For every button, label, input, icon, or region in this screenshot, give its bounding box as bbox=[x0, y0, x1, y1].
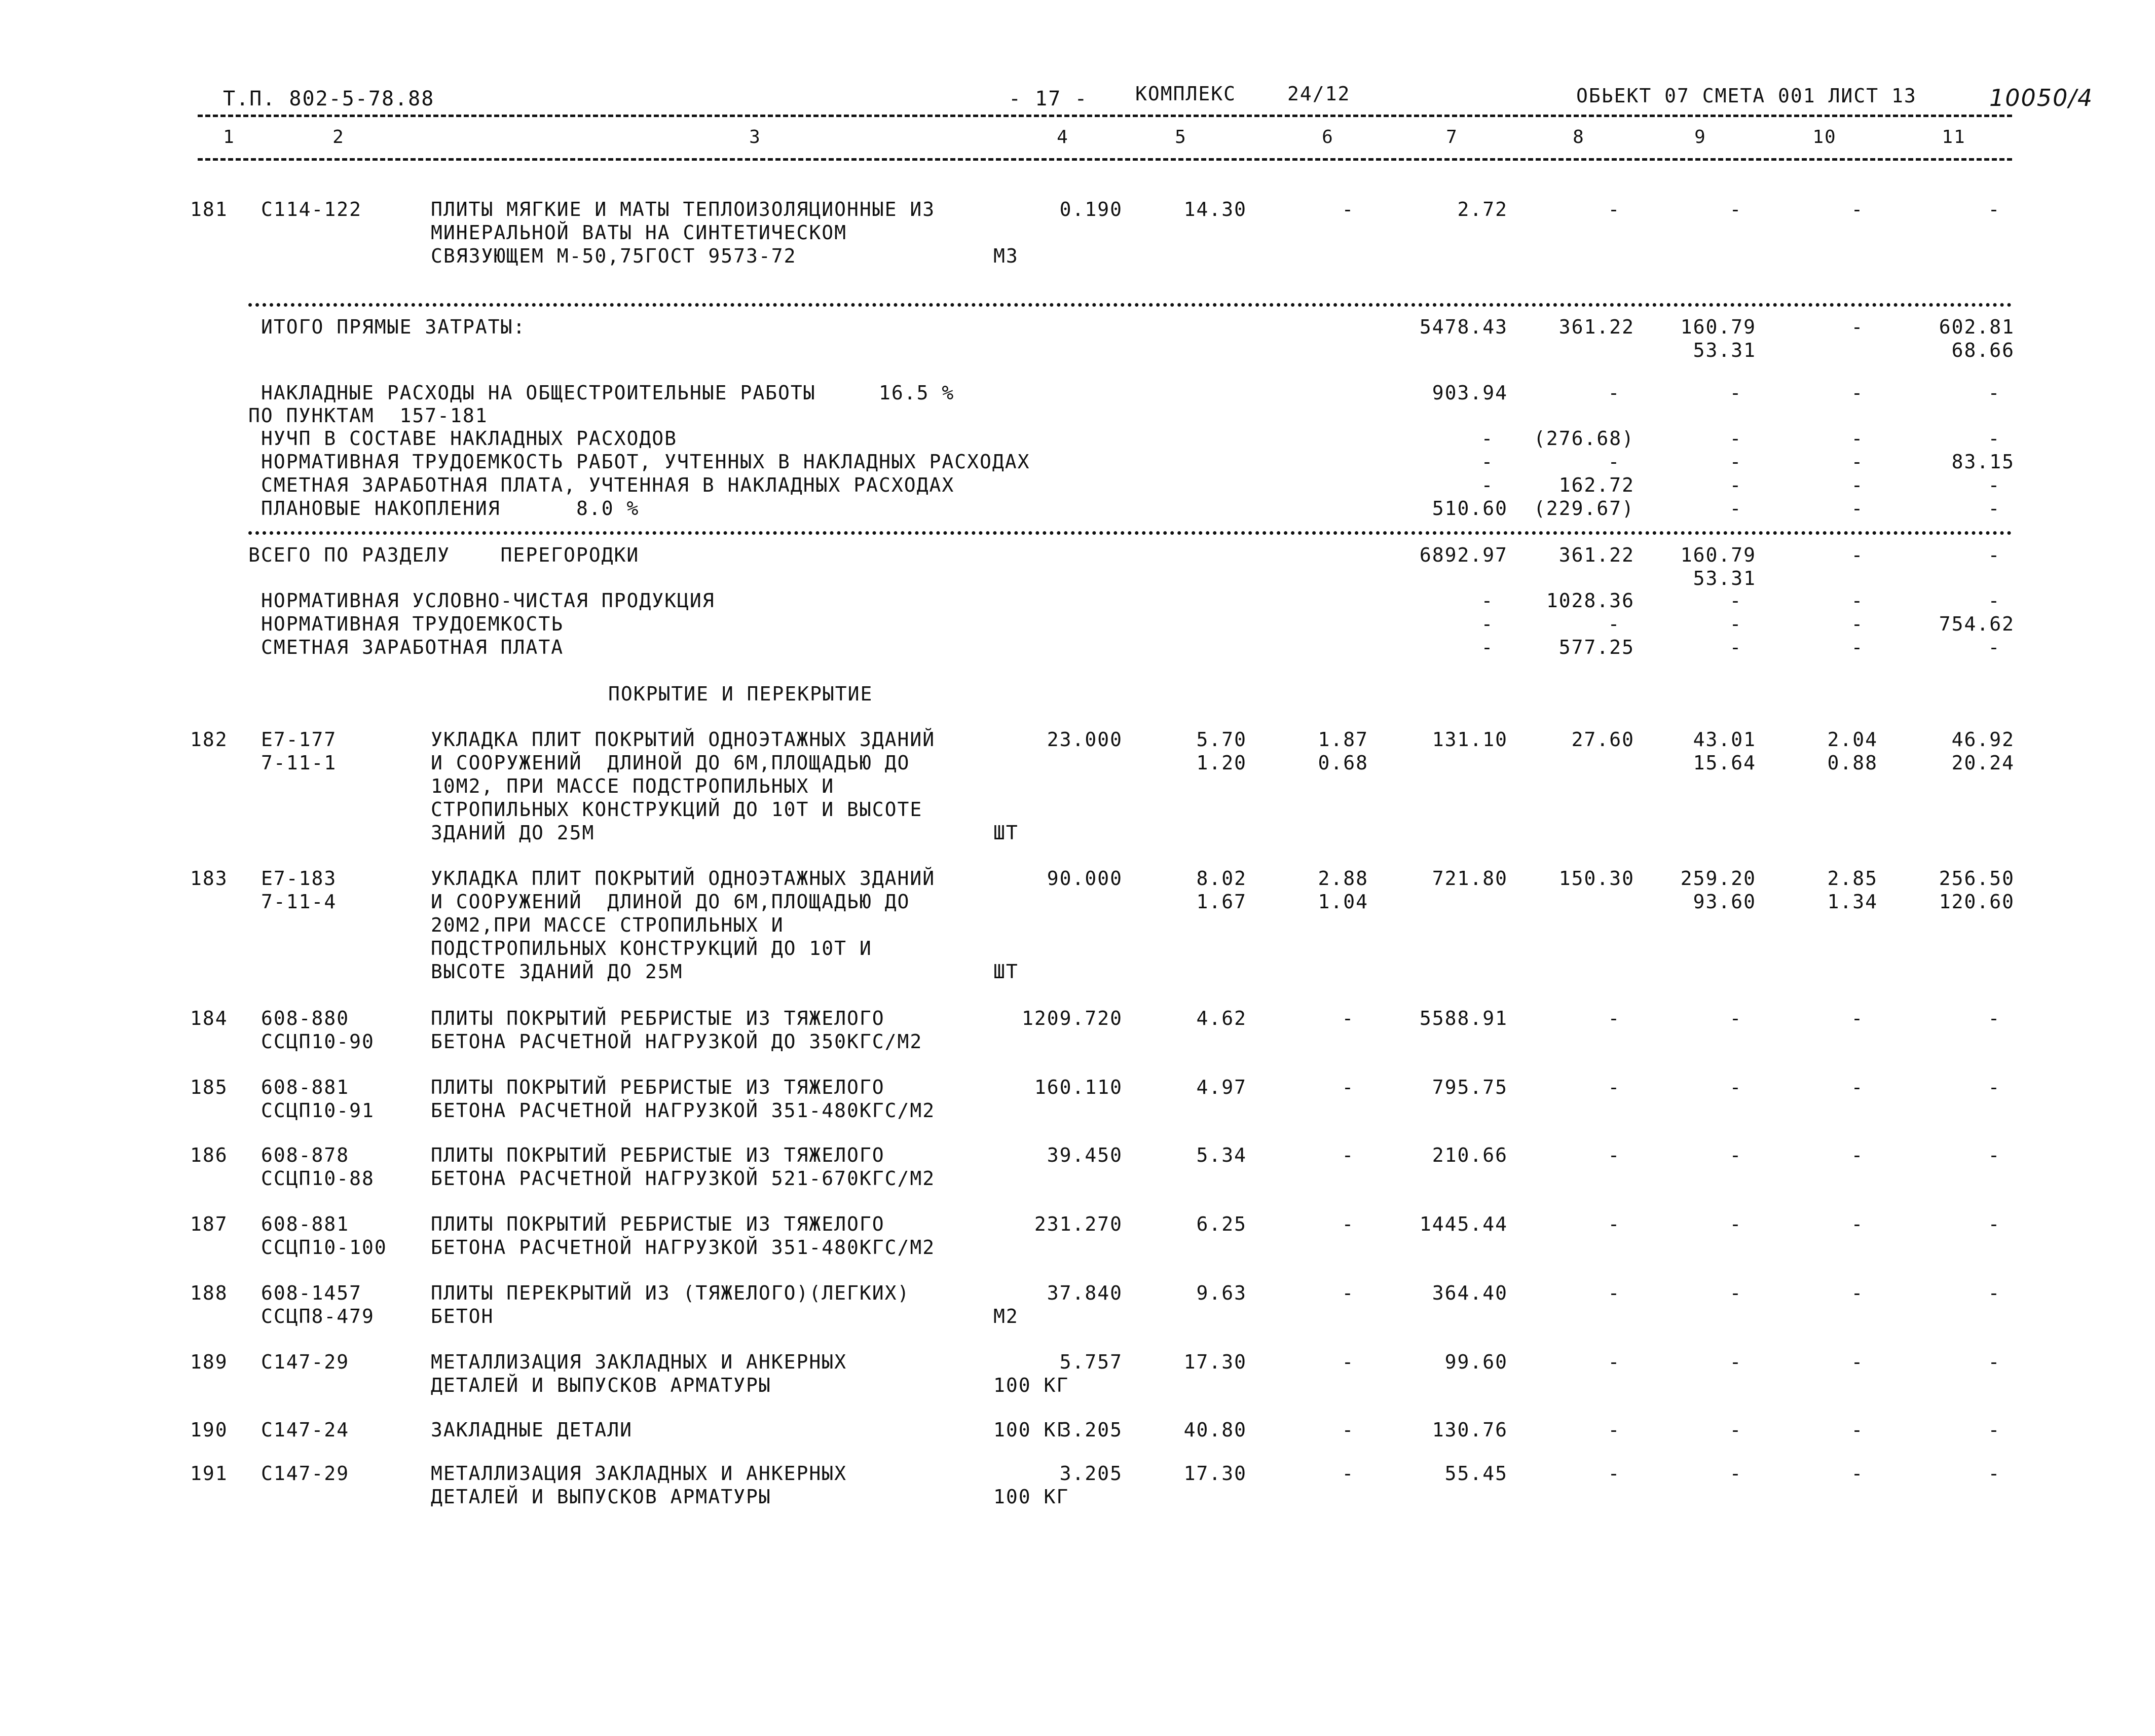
row-description: ПЛИТЫ ПОКРЫТИЙ РЕБРИСТЫЕ ИЗ ТЯЖЕЛОГО bbox=[431, 1076, 885, 1098]
dash-mark: - bbox=[1988, 589, 2001, 612]
row-total-cost: 55.45 bbox=[1444, 1462, 1508, 1485]
row-unit: 100 КГ bbox=[993, 1486, 1069, 1508]
dash-mark: - bbox=[1608, 1351, 1621, 1373]
row-unit-price: 5.34 bbox=[1196, 1144, 1247, 1166]
dash-mark: - bbox=[1851, 474, 1864, 496]
dash-mark: - bbox=[1608, 198, 1621, 220]
dash-mark: - bbox=[1342, 1419, 1355, 1441]
row-code: ССЦП10-100 bbox=[261, 1236, 387, 1259]
dash-mark: - bbox=[1729, 382, 1742, 404]
section-total-wages: 160.79 bbox=[1680, 544, 1756, 566]
column-header-7: 7 bbox=[1446, 127, 1458, 147]
section-detail-label: СМЕТНАЯ ЗАРАБОТНАЯ ПЛАТА bbox=[261, 636, 564, 658]
section-detail-label: НОРМАТИВНАЯ УСЛОВНО-ЧИСТАЯ ПРОДУКЦИЯ bbox=[261, 589, 715, 612]
row-description: И СООРУЖЕНИЙ ДЛИНОЙ ДО 6М,ПЛОЩАДЬЮ ДО bbox=[431, 891, 910, 913]
row-machine-cost: 1.87 bbox=[1318, 728, 1368, 751]
row-quantity: 39.450 bbox=[1047, 1144, 1123, 1166]
column-header-11: 11 bbox=[1942, 127, 1966, 147]
row-machine-cost: 0.68 bbox=[1318, 752, 1368, 774]
row-quantity: 23.000 bbox=[1047, 728, 1123, 751]
section-title: ПОКРЫТИЕ И ПЕРЕКРЫТИЕ bbox=[608, 683, 873, 705]
row-unit-price: 1.20 bbox=[1196, 752, 1247, 774]
dash-mark: - bbox=[1608, 1076, 1621, 1098]
row-code: 608-881 bbox=[261, 1213, 350, 1235]
dash-mark: - bbox=[1729, 1213, 1742, 1235]
row-description: ПОДСТРОПИЛЬНЫХ КОНСТРУКЦИЙ ДО 10Т И bbox=[431, 937, 872, 959]
row-machine-total: 150.30 bbox=[1558, 867, 1634, 890]
total-direct-cost: 5478.43 bbox=[1419, 316, 1508, 338]
dash-mark: - bbox=[1851, 589, 1864, 612]
dash-mark: - bbox=[1342, 1462, 1355, 1485]
row-description: БЕТОН bbox=[431, 1305, 494, 1327]
overhead-detail-label: НОРМАТИВНАЯ ТРУДОЕМКОСТЬ РАБОТ, УЧТЕННЫХ В НАКЛАДНЫХ РАСХОДАХ bbox=[261, 451, 1030, 473]
row-unit-price: 5.70 bbox=[1196, 728, 1247, 751]
column-header-1: 1 bbox=[223, 127, 235, 147]
overhead-detail-c11: 83.15 bbox=[1951, 451, 2015, 473]
row-code: С147-24 bbox=[261, 1419, 350, 1441]
dash-mark: - bbox=[1988, 1144, 2001, 1166]
row-code: 608-880 bbox=[261, 1007, 350, 1029]
dash-mark: - bbox=[1851, 1007, 1864, 1029]
dash-mark: - bbox=[1851, 198, 1864, 220]
dash-mark: - bbox=[1729, 474, 1742, 496]
row-description: СТРОПИЛЬНЫХ КОНСТРУКЦИЙ ДО 10Т И ВЫСОТЕ bbox=[431, 798, 923, 821]
row-code: 7-11-1 bbox=[261, 752, 337, 774]
dash-mark: - bbox=[1342, 1007, 1355, 1029]
row-number: 187 bbox=[190, 1213, 228, 1235]
section-total-cost: 6892.97 bbox=[1419, 544, 1508, 566]
dash-mark: - bbox=[1729, 1144, 1742, 1166]
total-direct-labor: 68.66 bbox=[1951, 339, 2015, 361]
row-unit-price: 17.30 bbox=[1183, 1351, 1247, 1373]
dotted-separator bbox=[248, 303, 2012, 307]
dash-mark: - bbox=[1988, 1213, 2001, 1235]
row-description: 10М2, ПРИ МАССЕ ПОДСТРОПИЛЬНЫХ И bbox=[431, 775, 835, 797]
row-code: 608-878 bbox=[261, 1144, 350, 1166]
row-total-cost: 2.72 bbox=[1457, 198, 1508, 220]
row-unit-price: 14.30 bbox=[1183, 198, 1247, 220]
dash-mark: - bbox=[1729, 1351, 1742, 1373]
row-total-cost: 210.66 bbox=[1432, 1144, 1508, 1166]
complex-label: КОМПЛЕКС bbox=[1135, 83, 1237, 105]
overhead-detail-c8: 162.72 bbox=[1558, 474, 1634, 496]
row-number: 188 bbox=[190, 1282, 228, 1304]
row-code: ССЦП10-88 bbox=[261, 1167, 375, 1190]
row-wages: 259.20 bbox=[1680, 867, 1756, 890]
dash-mark: - bbox=[1608, 1144, 1621, 1166]
total-direct-machine: 361.22 bbox=[1558, 316, 1634, 338]
dash-mark: - bbox=[1608, 1282, 1621, 1304]
dash-mark: - bbox=[1608, 1419, 1621, 1441]
header-top-rule bbox=[198, 115, 2012, 117]
row-total-cost: 5588.91 bbox=[1419, 1007, 1508, 1029]
row-total-cost: 364.40 bbox=[1432, 1282, 1508, 1304]
row-description: УКЛАДКА ПЛИТ ПОКРЫТИЙ ОДНОЭТАЖНЫХ ЗДАНИЙ bbox=[431, 728, 936, 751]
row-unit: ШТ bbox=[993, 961, 1019, 983]
dash-mark: - bbox=[1608, 451, 1621, 473]
dash-mark: - bbox=[1481, 451, 1494, 473]
row-total-cost: 131.10 bbox=[1432, 728, 1508, 751]
dash-mark: - bbox=[1988, 382, 2001, 404]
row-unit-price: 9.63 bbox=[1196, 1282, 1247, 1304]
row-quantity: 160.110 bbox=[1034, 1076, 1123, 1098]
dash-mark: - bbox=[1729, 636, 1742, 658]
row-wages: 93.60 bbox=[1693, 891, 1756, 913]
column-header-5: 5 bbox=[1175, 127, 1187, 147]
column-header-3: 3 bbox=[749, 127, 761, 147]
row-description: ВЫСОТЕ ЗДАНИЙ ДО 25М bbox=[431, 961, 683, 983]
overhead-detail-c8: (229.67) bbox=[1533, 497, 1634, 520]
dotted-separator bbox=[248, 531, 2012, 535]
dash-mark: - bbox=[1608, 1462, 1621, 1485]
row-description: БЕТОНА РАСЧЕТНОЙ НАГРУЗКОЙ ДО 350КГС/М2 bbox=[431, 1030, 923, 1053]
dash-mark: - bbox=[1851, 1213, 1864, 1235]
dash-mark: - bbox=[1481, 589, 1494, 612]
row-number: 189 bbox=[190, 1351, 228, 1373]
row-description: БЕТОНА РАСЧЕТНОЙ НАГРУЗКОЙ 351-480КГС/М2 bbox=[431, 1236, 936, 1259]
row-description: МЕТАЛЛИЗАЦИЯ ЗАКЛАДНЫХ И АНКЕРНЫХ bbox=[431, 1351, 847, 1373]
row-number: 191 bbox=[190, 1462, 228, 1485]
header-bottom-rule bbox=[198, 158, 2012, 161]
dash-mark: - bbox=[1851, 1282, 1864, 1304]
dash-mark: - bbox=[1988, 1282, 2001, 1304]
overhead-detail-c8: (276.68) bbox=[1533, 427, 1634, 450]
dash-mark: - bbox=[1851, 1351, 1864, 1373]
dash-mark: - bbox=[1988, 1419, 2001, 1441]
overhead-c7: 903.94 bbox=[1432, 382, 1508, 404]
row-machine-total: 27.60 bbox=[1571, 728, 1634, 751]
total-direct-wages: 160.79 bbox=[1680, 316, 1756, 338]
page-number: - 17 - bbox=[1009, 87, 1088, 110]
dash-mark: - bbox=[1988, 198, 2001, 220]
row-code: 608-881 bbox=[261, 1076, 350, 1098]
dash-mark: - bbox=[1608, 382, 1621, 404]
section-detail-c8: 1028.36 bbox=[1546, 589, 1634, 612]
row-code: С147-29 bbox=[261, 1351, 350, 1373]
column-header-6: 6 bbox=[1322, 127, 1334, 147]
row-unit: 100 КГ bbox=[993, 1374, 1069, 1396]
section-total-wages: 53.31 bbox=[1693, 567, 1756, 589]
dash-mark: - bbox=[1988, 636, 2001, 658]
sheet-stamp: 10050/4 bbox=[1989, 84, 2094, 112]
dash-mark: - bbox=[1729, 1007, 1742, 1029]
row-total-cost: 795.75 bbox=[1432, 1076, 1508, 1098]
dash-mark: - bbox=[1608, 1007, 1621, 1029]
row-quantity: 90.000 bbox=[1047, 867, 1123, 890]
column-header-4: 4 bbox=[1057, 127, 1069, 147]
row-code: ССЦП10-90 bbox=[261, 1030, 375, 1053]
dash-mark: - bbox=[1729, 427, 1742, 450]
row-code: С114-122 bbox=[261, 198, 362, 220]
row-quantity: 1209.720 bbox=[1021, 1007, 1123, 1029]
dash-mark: - bbox=[1988, 544, 2001, 566]
column-header-8: 8 bbox=[1573, 127, 1585, 147]
row-unit-price: 1.67 bbox=[1196, 891, 1247, 913]
dash-mark: - bbox=[1729, 1076, 1742, 1098]
dash-mark: - bbox=[1851, 544, 1864, 566]
dash-mark: - bbox=[1481, 474, 1494, 496]
row-quantity: 0.190 bbox=[1059, 198, 1123, 220]
dash-mark: - bbox=[1988, 1007, 2001, 1029]
row-description: МИНЕРАЛЬНОЙ ВАТЫ НА СИНТЕТИЧЕСКОМ bbox=[431, 221, 847, 244]
dash-mark: - bbox=[1988, 474, 2001, 496]
dash-mark: - bbox=[1988, 1462, 2001, 1485]
dash-mark: - bbox=[1342, 1282, 1355, 1304]
overhead-items-range: ПО ПУНКТАМ 157-181 bbox=[248, 404, 488, 427]
dash-mark: - bbox=[1342, 198, 1355, 220]
dash-mark: - bbox=[1851, 451, 1864, 473]
section-detail-c8: 577.25 bbox=[1558, 636, 1634, 658]
dash-mark: - bbox=[1481, 613, 1494, 635]
row-labor-total: 46.92 bbox=[1951, 728, 2015, 751]
row-description: ПЛИТЫ ПОКРЫТИЙ РЕБРИСТЫЕ ИЗ ТЯЖЕЛОГО bbox=[431, 1144, 885, 1166]
column-header-2: 2 bbox=[332, 127, 345, 147]
row-code: С147-29 bbox=[261, 1462, 350, 1485]
row-wages: 15.64 bbox=[1693, 752, 1756, 774]
row-unit: 100 КГ bbox=[993, 1419, 1069, 1441]
row-number: 183 bbox=[190, 867, 228, 890]
row-number: 186 bbox=[190, 1144, 228, 1166]
row-total-cost: 99.60 bbox=[1444, 1351, 1508, 1373]
dash-mark: - bbox=[1851, 1144, 1864, 1166]
row-unit-price: 40.80 bbox=[1183, 1419, 1247, 1441]
document-code: Т.П. 802-5-78.88 bbox=[223, 87, 435, 110]
overhead-detail-c7: 510.60 bbox=[1432, 497, 1508, 520]
row-labor-total: 256.50 bbox=[1939, 867, 2015, 890]
overhead-detail-label: СМЕТНАЯ ЗАРАБОТНАЯ ПЛАТА, УЧТЕННАЯ В НАКЛАДНЫХ РАСХОДАХ bbox=[261, 474, 955, 496]
dash-mark: - bbox=[1729, 497, 1742, 520]
dash-mark: - bbox=[1729, 1282, 1742, 1304]
row-description: ПЛИТЫ ПОКРЫТИЙ РЕБРИСТЫЕ ИЗ ТЯЖЕЛОГО bbox=[431, 1007, 885, 1029]
dash-mark: - bbox=[1729, 1462, 1742, 1485]
row-number: 190 bbox=[190, 1419, 228, 1441]
row-code: ССЦП10-91 bbox=[261, 1099, 375, 1122]
row-unit-price: 4.97 bbox=[1196, 1076, 1247, 1098]
row-description: БЕТОНА РАСЧЕТНОЙ НАГРУЗКОЙ 351-480КГС/М2 bbox=[431, 1099, 936, 1122]
dash-mark: - bbox=[1851, 316, 1864, 338]
row-total-cost: 721.80 bbox=[1432, 867, 1508, 890]
row-number: 185 bbox=[190, 1076, 228, 1098]
row-unit-price: 4.62 bbox=[1196, 1007, 1247, 1029]
dash-mark: - bbox=[1851, 382, 1864, 404]
dash-mark: - bbox=[1342, 1144, 1355, 1166]
row-code: 7-11-4 bbox=[261, 891, 337, 913]
row-description: И СООРУЖЕНИЙ ДЛИНОЙ ДО 6М,ПЛОЩАДЬЮ ДО bbox=[431, 752, 910, 774]
row-description: 20М2,ПРИ МАССЕ СТРОПИЛЬНЫХ И bbox=[431, 914, 784, 936]
dash-mark: - bbox=[1481, 636, 1494, 658]
row-unit-price: 17.30 bbox=[1183, 1462, 1247, 1485]
row-unit-price: 8.02 bbox=[1196, 867, 1247, 890]
dash-mark: - bbox=[1988, 427, 2001, 450]
dash-mark: - bbox=[1851, 427, 1864, 450]
dash-mark: - bbox=[1851, 613, 1864, 635]
row-total-cost: 130.76 bbox=[1432, 1419, 1508, 1441]
row-description: ДЕТАЛЕЙ И ВЫПУСКОВ АРМАТУРЫ bbox=[431, 1486, 771, 1508]
column-header-10: 10 bbox=[1812, 127, 1837, 147]
dash-mark: - bbox=[1729, 451, 1742, 473]
row-description: ПЛИТЫ ПЕРЕКРЫТИЙ ИЗ (ТЯЖЕЛОГО)(ЛЕГКИХ) bbox=[431, 1282, 910, 1304]
overhead-label: НАКЛАДНЫЕ РАСХОДЫ НА ОБЩЕСТРОИТЕЛЬНЫЕ РАБОТЫ 16.5 % bbox=[261, 382, 955, 404]
row-description: СВЯЗУЮЩЕМ М-50,75ГОСТ 9573-72 bbox=[431, 245, 797, 267]
total-direct-wages: 53.31 bbox=[1693, 339, 1756, 361]
dash-mark: - bbox=[1851, 1419, 1864, 1441]
row-code: 608-1457 bbox=[261, 1282, 362, 1304]
row-quantity: 231.270 bbox=[1034, 1213, 1123, 1235]
row-machine-cost: 2.88 bbox=[1318, 867, 1368, 890]
dash-mark: - bbox=[1342, 1213, 1355, 1235]
row-labor: 2.04 bbox=[1827, 728, 1878, 751]
row-number: 184 bbox=[190, 1007, 228, 1029]
row-quantity: 3.205 bbox=[1059, 1462, 1123, 1485]
row-description: ПЛИТЫ ПОКРЫТИЙ РЕБРИСТЫЕ ИЗ ТЯЖЕЛОГО bbox=[431, 1213, 885, 1235]
row-labor: 2.85 bbox=[1827, 867, 1878, 890]
dash-mark: - bbox=[1342, 1076, 1355, 1098]
dash-mark: - bbox=[1342, 1351, 1355, 1373]
row-code: Е7-183 bbox=[261, 867, 337, 890]
row-unit: ШТ bbox=[993, 822, 1019, 844]
dash-mark: - bbox=[1988, 1076, 2001, 1098]
section-total-machine: 361.22 bbox=[1558, 544, 1634, 566]
row-description: ЗДАНИЙ ДО 25М bbox=[431, 822, 595, 844]
row-description: УКЛАДКА ПЛИТ ПОКРЫТИЙ ОДНОЭТАЖНЫХ ЗДАНИЙ bbox=[431, 867, 936, 890]
dash-mark: - bbox=[1729, 198, 1742, 220]
dash-mark: - bbox=[1729, 1419, 1742, 1441]
row-description: ЗАКЛАДНЫЕ ДЕТАЛИ bbox=[431, 1419, 633, 1441]
dash-mark: - bbox=[1851, 1462, 1864, 1485]
row-machine-cost: 1.04 bbox=[1318, 891, 1368, 913]
row-labor-total: 20.24 bbox=[1951, 752, 2015, 774]
overhead-detail-label: НУЧП В СОСТАВЕ НАКЛАДНЫХ РАСХОДОВ bbox=[261, 427, 677, 450]
section-detail-label: НОРМАТИВНАЯ ТРУДОЕМКОСТЬ bbox=[261, 613, 564, 635]
total-direct-label: ИТОГО ПРЯМЫЕ ЗАТРАТЫ: bbox=[261, 316, 526, 338]
section-total-label: ВСЕГО ПО РАЗДЕЛУ ПЕРЕГОРОДКИ bbox=[248, 544, 640, 566]
dash-mark: - bbox=[1608, 1213, 1621, 1235]
row-description: ПЛИТЫ МЯГКИЕ И МАТЫ ТЕПЛОИЗОЛЯЦИОННЫЕ ИЗ bbox=[431, 198, 936, 220]
row-total-cost: 1445.44 bbox=[1419, 1213, 1508, 1235]
row-code: ССЦП8-479 bbox=[261, 1305, 375, 1327]
dash-mark: - bbox=[1481, 427, 1494, 450]
dash-mark: - bbox=[1851, 1076, 1864, 1098]
section-detail-c11: 754.62 bbox=[1939, 613, 2015, 635]
column-header-9: 9 bbox=[1694, 127, 1706, 147]
dash-mark: - bbox=[1988, 497, 2001, 520]
row-quantity: 5.757 bbox=[1059, 1351, 1123, 1373]
complex-value: 24/12 bbox=[1287, 83, 1351, 105]
row-wages: 43.01 bbox=[1693, 728, 1756, 751]
row-description: МЕТАЛЛИЗАЦИЯ ЗАКЛАДНЫХ И АНКЕРНЫХ bbox=[431, 1462, 847, 1485]
row-unit-price: 6.25 bbox=[1196, 1213, 1247, 1235]
object-info: ОБЬЕКТ 07 СМЕТА 001 ЛИСТ 13 bbox=[1576, 85, 1917, 107]
total-direct-labor: 602.81 bbox=[1939, 316, 2015, 338]
row-unit: М2 bbox=[993, 1305, 1019, 1327]
row-quantity: 37.840 bbox=[1047, 1282, 1123, 1304]
row-description: БЕТОНА РАСЧЕТНОЙ НАГРУЗКОЙ 521-670КГС/М2 bbox=[431, 1167, 936, 1190]
row-description: ДЕТАЛЕЙ И ВЫПУСКОВ АРМАТУРЫ bbox=[431, 1374, 771, 1396]
dash-mark: - bbox=[1988, 1351, 2001, 1373]
row-number: 182 bbox=[190, 728, 228, 751]
dash-mark: - bbox=[1851, 636, 1864, 658]
row-labor: 0.88 bbox=[1827, 752, 1878, 774]
dash-mark: - bbox=[1729, 613, 1742, 635]
row-code: Е7-177 bbox=[261, 728, 337, 751]
dash-mark: - bbox=[1729, 589, 1742, 612]
row-labor: 1.34 bbox=[1827, 891, 1878, 913]
row-quantity: 3.205 bbox=[1059, 1419, 1123, 1441]
row-labor-total: 120.60 bbox=[1939, 891, 2015, 913]
row-unit: М3 bbox=[993, 245, 1019, 267]
dash-mark: - bbox=[1608, 613, 1621, 635]
row-number: 181 bbox=[190, 198, 228, 220]
overhead-detail-label: ПЛАНОВЫЕ НАКОПЛЕНИЯ 8.0 % bbox=[261, 497, 640, 520]
dash-mark: - bbox=[1851, 497, 1864, 520]
